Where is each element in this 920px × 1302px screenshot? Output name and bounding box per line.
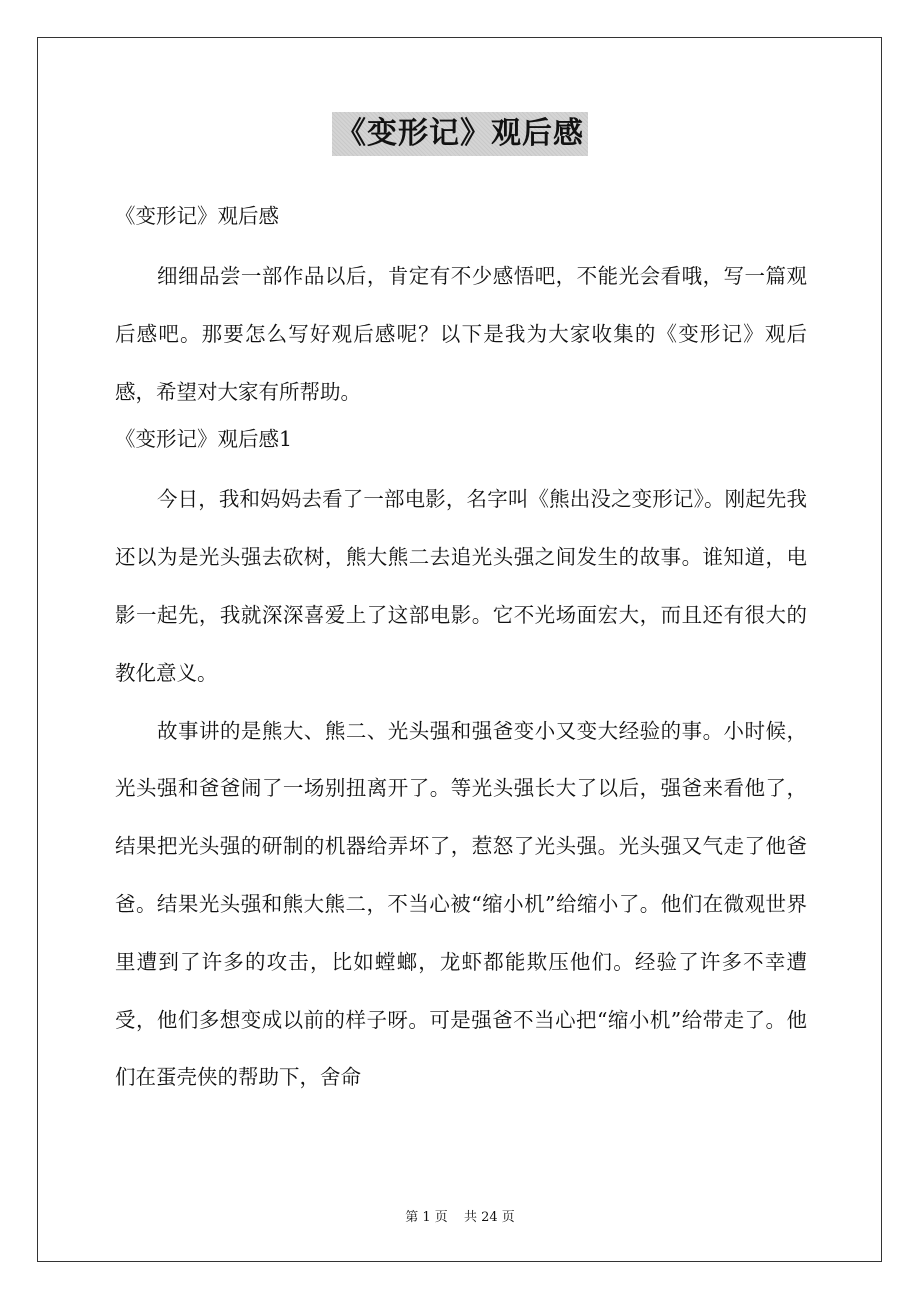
body-paragraph-1: 今日，我和妈妈去看了一部电影，名字叫《熊出没之变形记》。刚起先我还以为是光头强去砍树，熊大熊二去追光头强之间发生的故事。谁知道，电影一起先，我就深深喜爱上了这部电影。它不光场面宏大，而且还有很大的教化意义。	[115, 487, 807, 685]
section-heading: 《变形记》观后感1	[115, 427, 293, 452]
page-footer	[0, 1206, 920, 1225]
page-number: 第 1 页	[405, 1210, 448, 1225]
body-paragraph-2: 故事讲的是熊大、熊二、光头强和强爸变小又变大经验的事。小时候，光头强和爸爸闹了一场别扭离开了。等光头强长大了以后，强爸来看他了，结果把光头强的研制的机器给弄坏了，惹怒了光头强。光头强又气走了他爸爸。结果光头强和熊大熊二，不当心被“缩小机”给缩小了。他们在微观世界里遭到了许多的攻击，比如螳螂，龙虾都能欺压他们。经验了许多不幸遭受，他们多想变成以前的样子呀。可是强爸不当心把“缩小机”给带走了。他们在蛋壳侠的帮助下，舍命	[115, 718, 807, 1090]
document-body	[115, 198, 807, 1107]
page-total: 共 24 页	[463, 1210, 515, 1225]
document-title: 《变形记》观后感	[332, 112, 588, 156]
title-container	[0, 112, 920, 156]
intro-paragraph: 细细品尝一部作品以后，肯定有不少感悟吧，不能光会看哦，写一篇观后感吧。那要怎么写好观后感呢？以下是我为大家收集的《变形记》观后感，希望对大家有所帮助。	[115, 264, 807, 404]
subheading: 《变形记》观后感	[115, 204, 279, 228]
